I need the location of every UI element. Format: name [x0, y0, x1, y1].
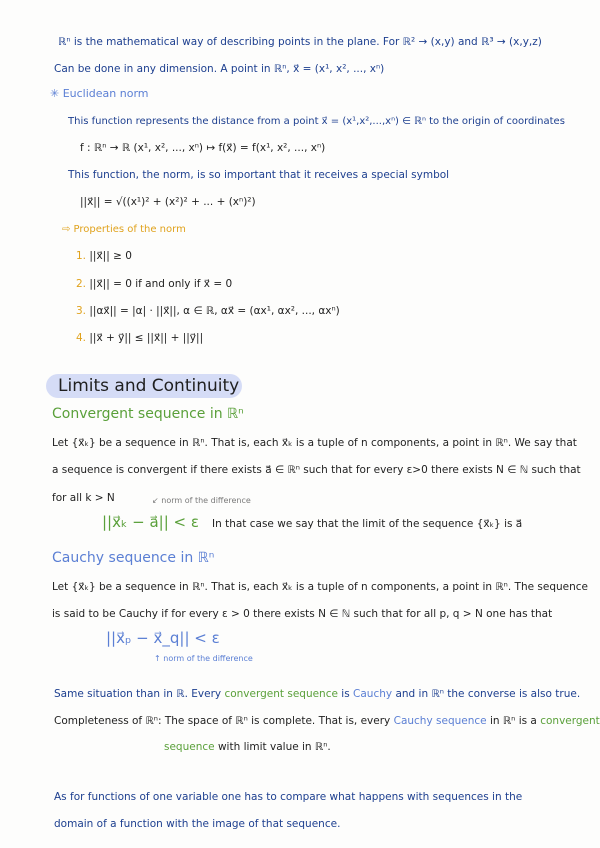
summary-1-is: is — [341, 688, 350, 700]
property-number: 3. — [76, 305, 87, 317]
cauchy-inequality: ||x⃗ₚ − x⃗_q|| < ε — [106, 629, 220, 647]
property-number: 2. — [76, 278, 87, 290]
convergent-line-3: for all k > N — [52, 492, 115, 504]
property-number: 4. — [76, 332, 87, 344]
summary-2-mid: in ℝⁿ is a — [489, 715, 537, 727]
summary-2-convergent: convergent — [540, 715, 600, 727]
norm-description: This function represents the distance from a point x⃗ = (x¹,x²,...,xⁿ) ∈ ℝⁿ to the origin of coordinates — [68, 116, 565, 127]
property-item-4 — [76, 331, 203, 345]
summary-2-cauchy: Cauchy sequence — [393, 715, 487, 727]
summary-1-end: and in ℝⁿ the converse is also true. — [395, 688, 581, 700]
property-item-1 — [76, 249, 132, 263]
cauchy-note-text: norm of the difference — [163, 654, 253, 663]
property-item-3 — [76, 304, 340, 318]
property-text: ||x⃗|| ≥ 0 — [89, 250, 132, 262]
intro-line-1: ℝⁿ is the mathematical way of describing points in the plane. For ℝ² → (x,y) and ℝ³ → (x,y,z) — [58, 36, 542, 48]
convergent-note-text: norm of the difference — [161, 496, 251, 505]
cauchy-line-1: Let {x⃗ₖ} be a sequence in ℝⁿ. That is, each x⃗ₖ is a tuple of n components, a point in ℝⁿ. The sequence — [52, 581, 589, 593]
property-text: ||x⃗|| = 0 if and only if x⃗ = 0 — [89, 278, 233, 290]
property-text: ||αx⃗|| = |α| · ||x⃗||, α ∈ ℝ, αx⃗ = (αx¹, αx², ..., αxⁿ) — [89, 305, 340, 317]
properties-heading: ⇨ Properties of the norm — [62, 224, 186, 235]
summary-line-3 — [164, 740, 331, 754]
curved-arrow-icon: ↙ — [152, 496, 162, 505]
norm-function-definition: f : ℝⁿ → ℝ (x¹, x², ..., xⁿ) ↦ f(x⃗) = f(x¹, x², ..., xⁿ) — [80, 142, 326, 154]
convergent-line-1: Let {x⃗ₖ} be a sequence in ℝⁿ. That is, each x⃗ₖ is a tuple of n components, a point in ℝⁿ. We say that — [52, 437, 577, 449]
property-text: ||x⃗ + y⃗|| ≤ ||x⃗|| + ||y⃗|| — [89, 332, 204, 344]
convergent-line-2: a sequence is convergent if there exists a⃗ ∈ ℝⁿ such that for every ε>0 there exists N ∈ ℕ such that — [52, 464, 581, 476]
intro-line-2: Can be done in any dimension. A point in ℝⁿ, x⃗ = (x¹, x², ..., xⁿ) — [54, 63, 385, 75]
summary-3-sequence: sequence — [164, 741, 215, 753]
convergent-limit-text: In that case we say that the limit of the sequence {x⃗ₖ} is a⃗ — [212, 518, 523, 530]
euclidean-norm-heading: ✳ Euclidean norm — [50, 87, 149, 100]
cauchy-note — [154, 652, 253, 666]
summary-1-convergent: convergent sequence — [224, 688, 338, 700]
summary-2-start: Completeness of ℝⁿ: The space of ℝⁿ is complete. That is, every — [54, 715, 391, 727]
arrow-up-icon: ↑ — [154, 654, 164, 663]
final-line-1: As for functions of one variable one has to compare what happens with sequences in the — [54, 791, 523, 803]
convergent-heading: Convergent sequence in ℝⁿ — [52, 406, 244, 422]
summary-1-cauchy: Cauchy — [353, 688, 393, 700]
norm-formula: ||x⃗|| = √((x¹)² + (x²)² + ... + (xⁿ)²) — [80, 196, 256, 208]
convergent-inequality: ||x⃗ₖ − a⃗|| < ε — [102, 513, 199, 531]
norm-special-symbol-text: This function, the norm, is so important that it receives a special symbol — [68, 169, 450, 181]
summary-line-2 — [54, 714, 600, 728]
property-number: 1. — [76, 250, 87, 262]
final-line-2: domain of a function with the image of that sequence. — [54, 818, 341, 830]
summary-3-end: with limit value in ℝⁿ. — [217, 741, 331, 753]
summary-line-1 — [54, 687, 580, 701]
convergent-note — [152, 494, 251, 508]
section-title: Limits and Continuity — [58, 376, 240, 396]
cauchy-heading: Cauchy sequence in ℝⁿ — [52, 550, 215, 566]
summary-1-start: Same situation than in ℝ. Every — [54, 688, 222, 700]
property-item-2 — [76, 277, 232, 291]
cauchy-line-2: is said to be Cauchy if for every ε > 0 there exists N ∈ ℕ such that for all p, q > N one has that — [52, 608, 553, 620]
